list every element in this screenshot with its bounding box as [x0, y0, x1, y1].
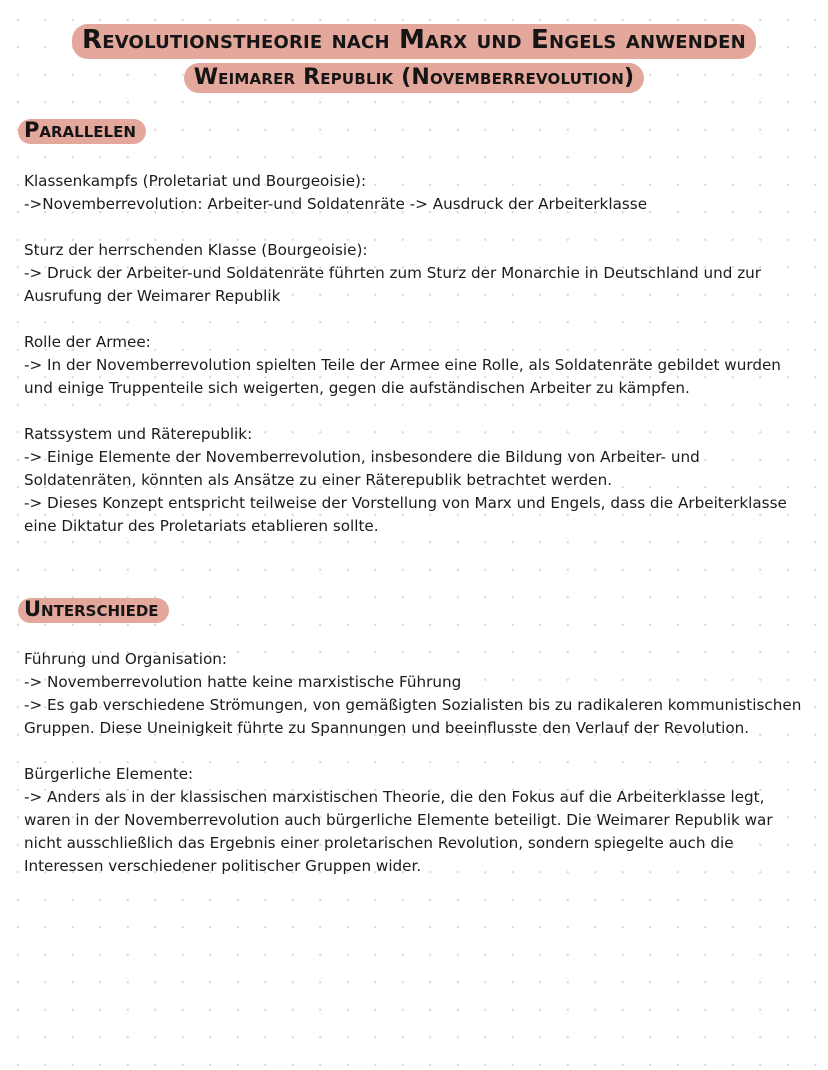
block-title: Klassenkampfs (Proletariat und Bourgeoisie): [24, 172, 367, 190]
block-text: -> Dieses Konzept entspricht teilweise der Vorstellung von Marx und Engels, dass die Arbeiterklasse eine Diktatur des Proletariats etablieren sollte. [24, 494, 787, 535]
block-raetesystem [24, 423, 814, 538]
block-text: -> Es gab verschiedene Strömungen, von gemäßigten Sozialisten bis zu radikaleren kommunistischen Gruppen. Diese Uneinigkeit führte zu Spannungen und beeinflusste den Verlauf der Revolution. [24, 696, 802, 737]
block-text: ->Novemberrevolution: Arbeiter-und Soldatenräte -> Ausdruck der Arbeiterklasse [24, 195, 648, 213]
block-klassenkampf [24, 170, 814, 216]
block-text: -> Druck der Arbeiter-und Soldatenräte führten zum Sturz der Monarchie in Deutschland und zur Ausrufung der Weimarer Republik [24, 264, 762, 305]
block-text: -> Einige Elemente der Novemberrevolution, insbesondere die Bildung von Arbeiter- und Soldatenräten, könnten als Ansätze zu einer Räterepublik betrachtet werden. [24, 448, 700, 489]
block-title: Sturz der herrschenden Klasse (Bourgeoisie): [24, 241, 368, 259]
heading-unterschiede: Unterschiede [18, 598, 169, 623]
block-fuehrung [24, 648, 814, 740]
block-text: -> Anders als in der klassischen marxistischen Theorie, die den Fokus auf die Arbeiterklasse legt, waren in der Novemberrevolution auch bürgerliche Elemente beteiligt. Die Weimarer Republik war nicht ausschließlich das Ergebnis einer proletarischen Revolution, sondern spiegelte auch die Interessen verschiedener politischer Gruppen wider. [24, 788, 773, 875]
block-text: -> Novemberrevolution hatte keine marxistische Führung [24, 673, 462, 691]
block-title: Bürgerliche Elemente: [24, 765, 194, 783]
block-text: -> In der Novemberrevolution spielten Teile der Armee eine Rolle, als Soldatenräte gebildet wurden und einige Truppenteile sich weigerten, gegen die aufständischen Arbeiter zu kämpfen. [24, 356, 781, 397]
block-title: Ratssystem und Räterepublik: [24, 425, 253, 443]
block-title: Rolle der Armee: [24, 333, 151, 351]
block-sturz [24, 239, 814, 308]
section-unterschiede [24, 648, 814, 901]
page-title [0, 24, 828, 93]
block-title: Führung und Organisation: [24, 650, 227, 668]
title-line-1: Revolutionstheorie nach Marx und Engels anwenden [72, 24, 756, 59]
block-buergerlich [24, 763, 814, 878]
section-parallelen [24, 170, 814, 561]
block-armee [24, 331, 814, 400]
heading-parallelen: Parallelen [18, 119, 146, 144]
title-line-2: Weimarer Republik (Novemberrevolution) [184, 63, 645, 93]
